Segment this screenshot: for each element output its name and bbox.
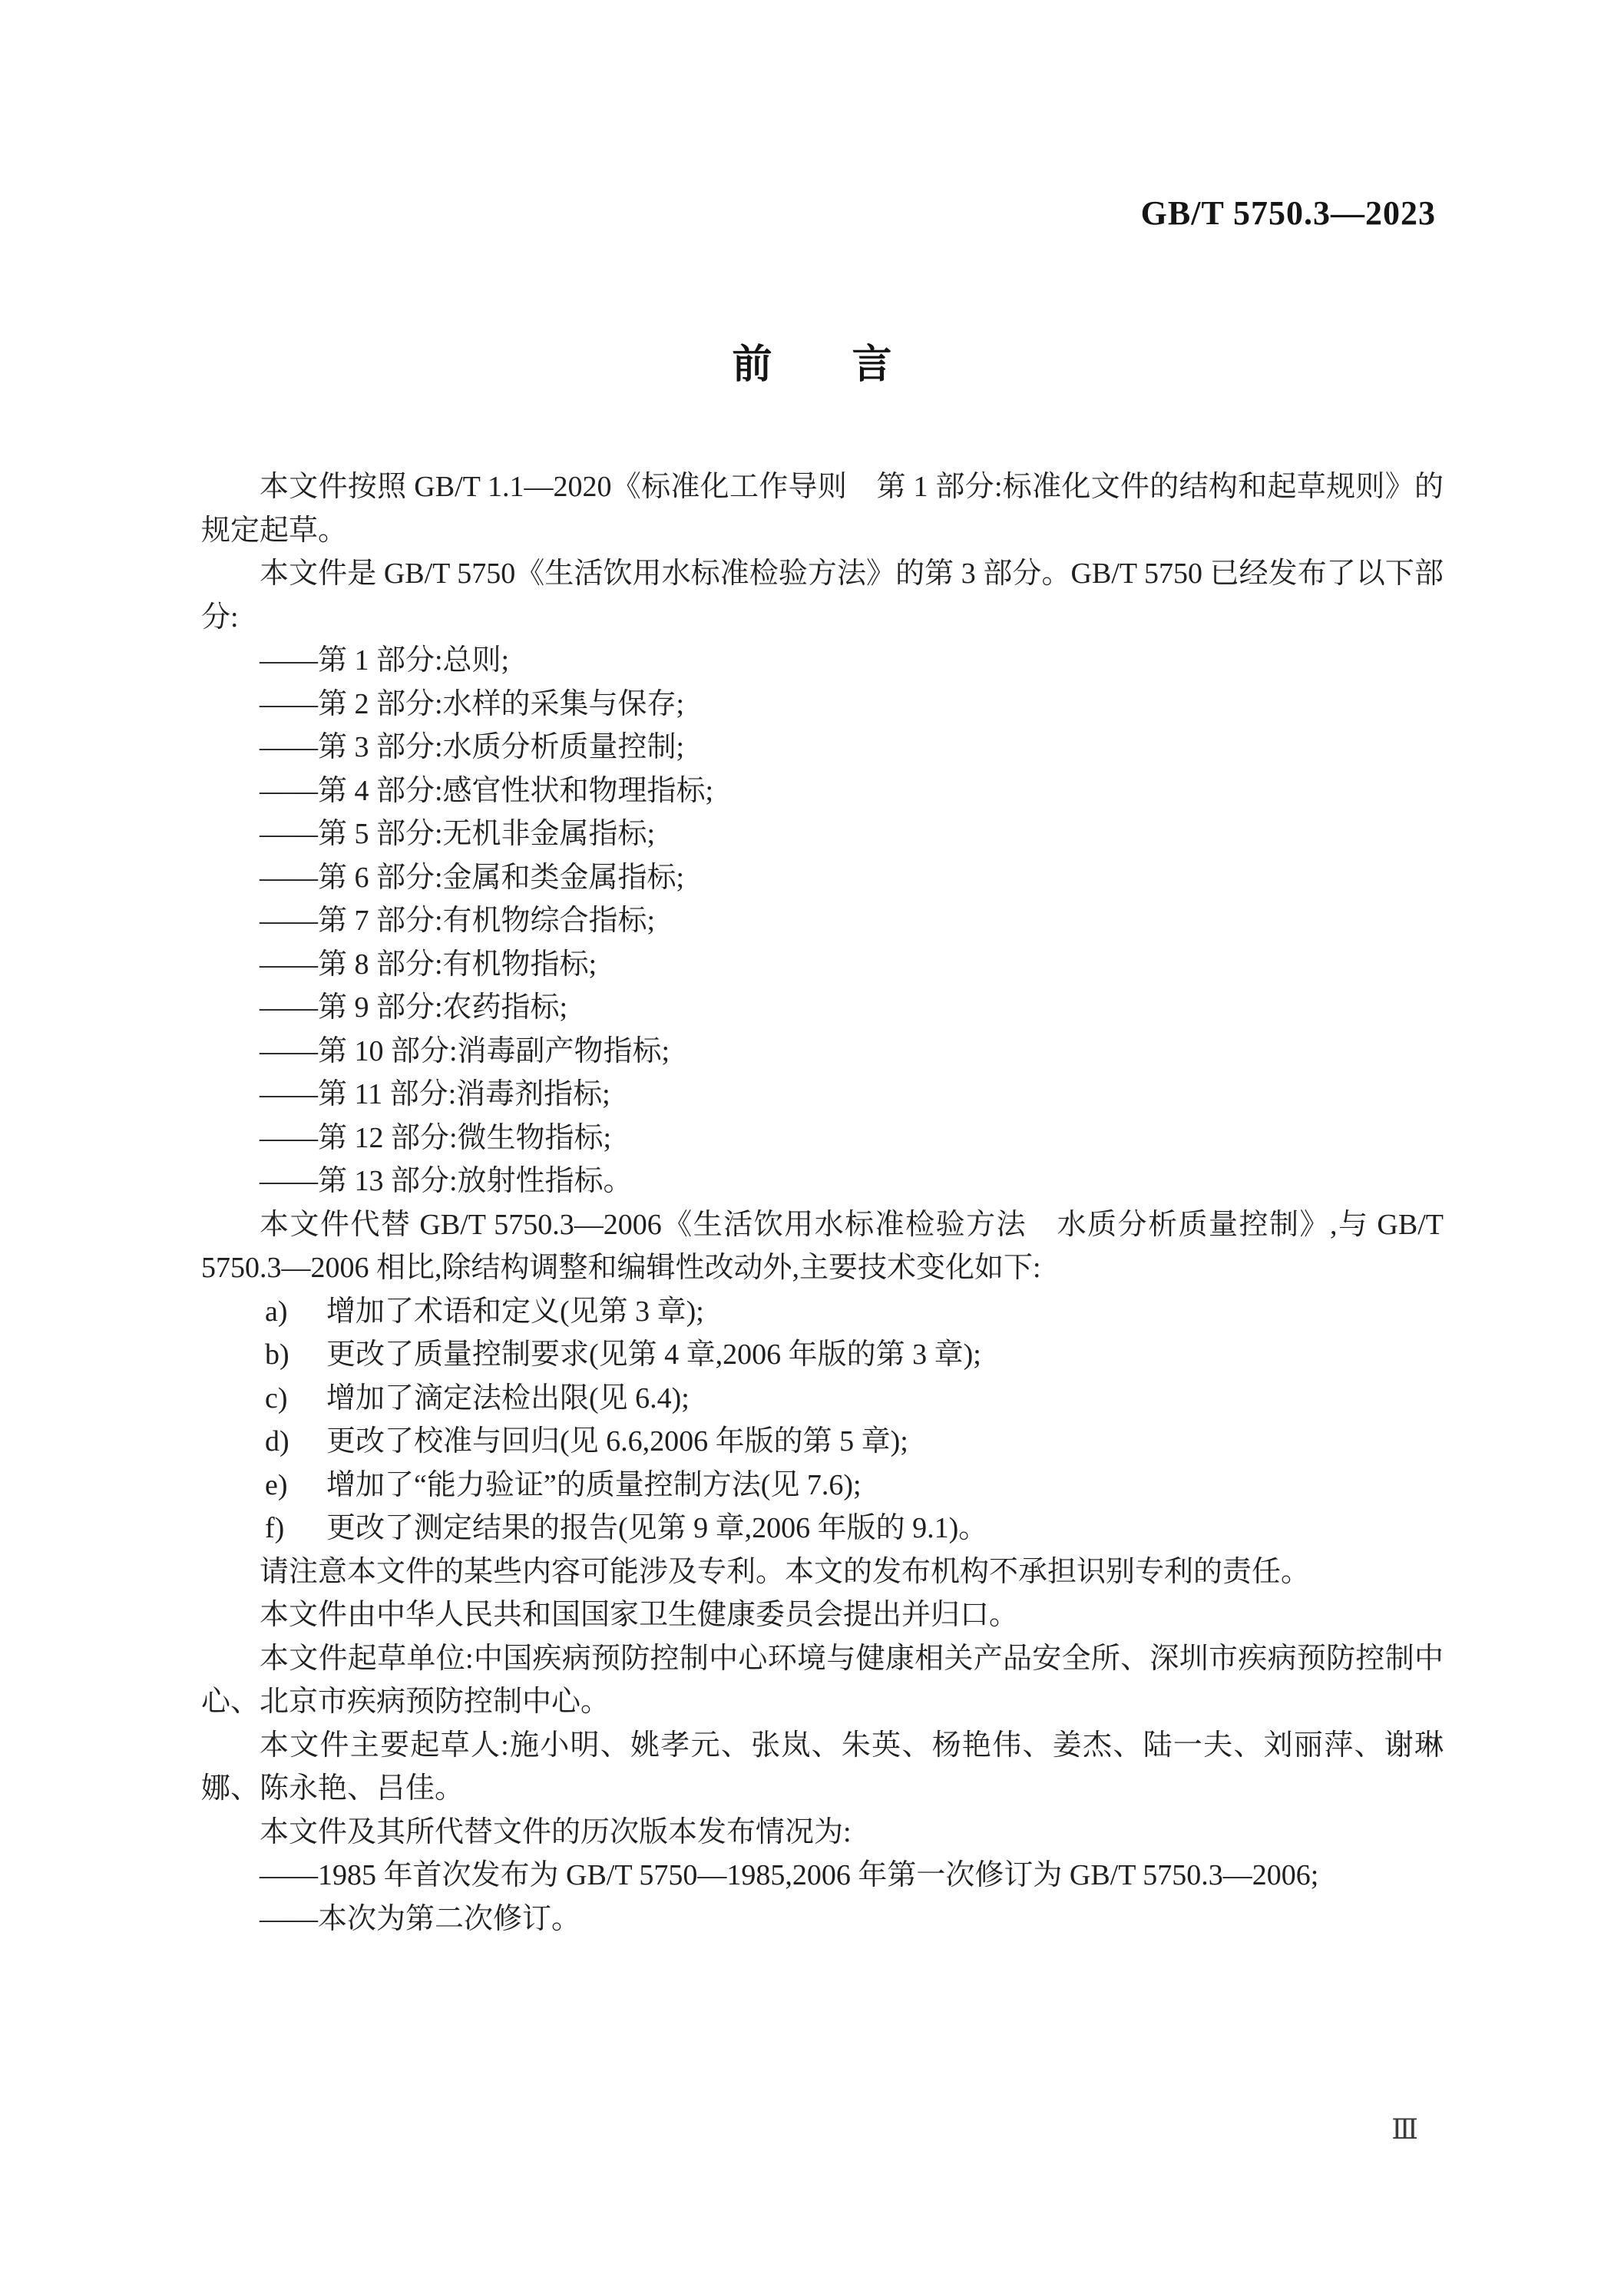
- series-part-item-12: ——第 12 部分:微生物指标;: [260, 1121, 612, 1154]
- foreword-para-replacement: 本文件代替 GB/T 5750.3—2006《生活饮用水标准检验方法 水质分析质量控制》,与 GB/T 5750.3—2006 相比,除结构调整和编辑性改动外,主要技术变化如下:: [201, 1208, 1444, 1284]
- series-part-item-9: ——第 9 部分:农药指标;: [260, 991, 568, 1024]
- foreword-para-drafting-organizations: 本文件起草单位:中国疾病预防控制中心环境与健康相关产品安全所、深圳市疾病预防控制中心、北京市疾病预防控制中心。: [201, 1642, 1444, 1718]
- technical-change-item-a: [201, 1290, 1444, 1334]
- change-item-label: a): [265, 1295, 288, 1328]
- change-item-label: b): [265, 1338, 289, 1371]
- series-part-item-7: ——第 7 部分:有机物综合指标;: [260, 905, 656, 937]
- change-item-label: e): [265, 1468, 288, 1501]
- foreword-para-version-history-intro: 本文件及其所代替文件的历次版本发布情况为:: [260, 1815, 852, 1848]
- change-item-text: 增加了“能力验证”的质量控制方法(见 7.6);: [326, 1468, 862, 1501]
- foreword-para-issuing-body: 本文件由中华人民共和国国家卫生健康委员会提出并归口。: [260, 1599, 1019, 1631]
- series-part-item-8: ——第 8 部分:有机物指标;: [260, 948, 597, 981]
- change-item-text: 增加了滴定法检出限(见 6.4);: [326, 1381, 690, 1415]
- change-item-text: 更改了校准与回归(见 6.6,2006 年版的第 5 章);: [326, 1425, 908, 1458]
- technical-change-item-c: [201, 1377, 1444, 1421]
- foreword-para-patent-notice: 请注意本文件的某些内容可能涉及专利。本文的发布机构不承担识别专利的责任。: [260, 1555, 1311, 1588]
- standard-code-header: GB/T 5750.3—2023: [1140, 194, 1436, 232]
- foreword-para-main-drafters: 本文件主要起草人:施小明、姚孝元、张岚、朱英、杨艳伟、姜杰、陆一夫、刘丽萍、谢琳娜、陈永艳、吕佳。: [201, 1729, 1444, 1805]
- technical-change-item-d: [201, 1420, 1444, 1464]
- series-part-item-1: ——第 1 部分:总则;: [260, 644, 510, 677]
- change-item-label: f): [265, 1512, 285, 1544]
- series-part-item-10: ——第 10 部分:消毒副产物指标;: [260, 1034, 670, 1067]
- technical-change-item-b: [201, 1333, 1444, 1377]
- series-part-item-6: ——第 6 部分:金属和类金属指标;: [260, 861, 685, 894]
- change-item-label: c): [265, 1381, 288, 1415]
- series-part-item-11: ——第 11 部分:消毒剂指标;: [260, 1078, 610, 1110]
- series-part-item-2: ——第 2 部分:水样的采集与保存;: [260, 687, 685, 720]
- change-item-text: 增加了术语和定义(见第 3 章);: [326, 1295, 704, 1328]
- foreword-para-series-intro: 本文件是 GB/T 5750《生活饮用水标准检验方法》的第 3 部分。GB/T 5750 已经发布了以下部分:: [201, 558, 1444, 634]
- version-history-item-2: ——本次为第二次修订。: [260, 1902, 581, 1935]
- change-item-label: d): [265, 1425, 289, 1458]
- series-part-item-13: ——第 13 部分:放射性指标。: [260, 1165, 633, 1197]
- series-part-item-3: ——第 3 部分:水质分析质量控制;: [260, 731, 685, 763]
- foreword-title: 前 言: [732, 342, 892, 387]
- change-item-text: 更改了质量控制要求(见第 4 章,2006 年版的第 3 章);: [326, 1338, 981, 1371]
- change-item-text: 更改了测定结果的报告(见第 9 章,2006 年版的 9.1)。: [326, 1512, 988, 1544]
- technical-change-item-e: [201, 1464, 1444, 1507]
- series-part-item-5: ——第 5 部分:无机非金属指标;: [260, 818, 656, 850]
- page-number: Ⅲ: [1391, 2114, 1418, 2145]
- version-history-item-1: ——1985 年首次发布为 GB/T 5750—1985,2006 年第一次修订为 GB/T 5750.3—2006;: [260, 1859, 1319, 1891]
- foreword-para-drafting-rules: 本文件按照 GB/T 1.1—2020《标准化工作导则 第 1 部分:标准化文件的结构和起草规则》的规定起草。: [201, 471, 1444, 547]
- technical-change-item-f: [201, 1507, 1444, 1550]
- foreword-body: [201, 465, 1444, 1941]
- series-part-item-4: ——第 4 部分:感官性状和物理指标;: [260, 774, 714, 807]
